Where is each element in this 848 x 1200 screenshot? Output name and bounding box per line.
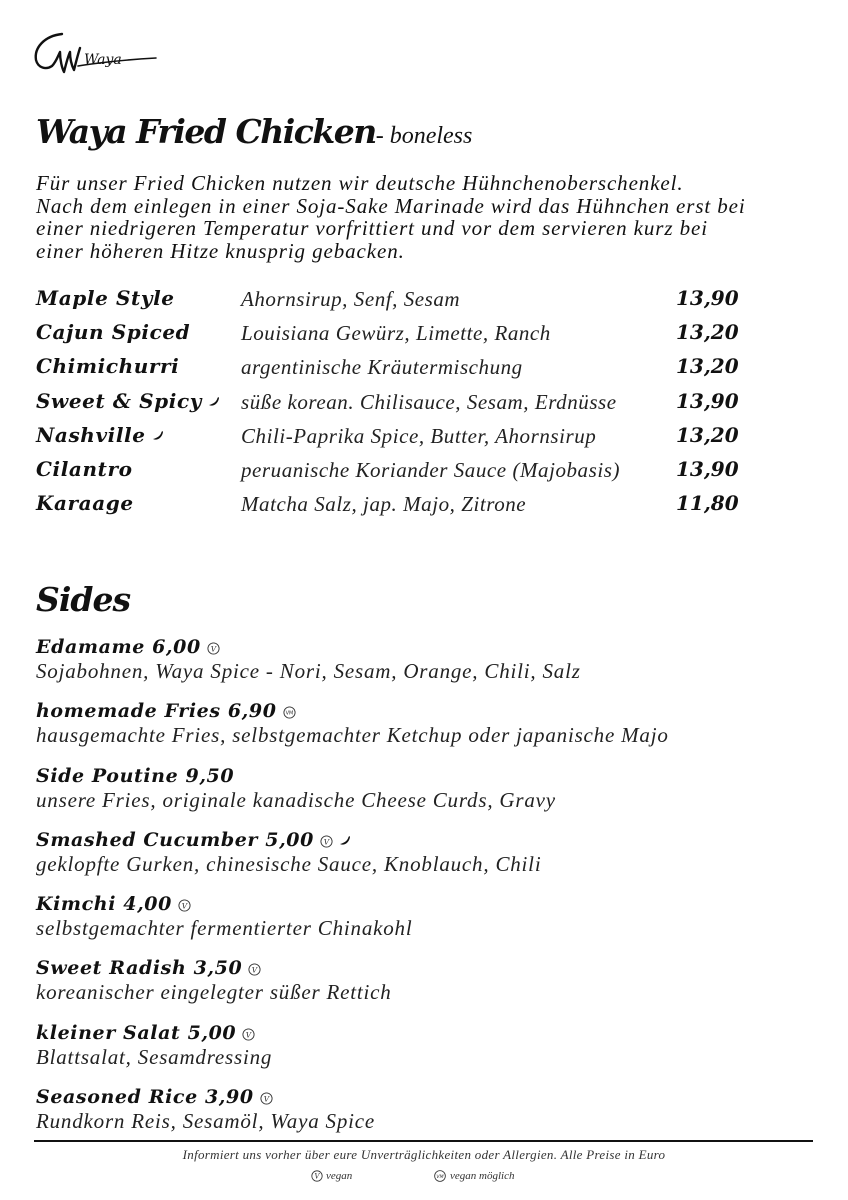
vegan-icon — [248, 963, 261, 976]
menu-item-desc: peruanische Koriander Sauce (Majobasis) — [241, 457, 620, 482]
side-item — [36, 1022, 826, 1086]
waya-logo — [30, 26, 160, 82]
side-item-desc: geklopfte Gurken, chinesische Sauce, Knoblauch, Chili — [36, 851, 542, 876]
chili-pepper-icon — [207, 395, 221, 409]
chicken-menu-list — [36, 286, 776, 525]
menu-item — [36, 354, 776, 388]
side-item — [36, 893, 826, 957]
intro-line: einer niedrigeren Temperatur vorfrittiert und vor dem servieren kurz bei — [36, 216, 708, 240]
allergy-note: Informiert uns vorher über eure Unverträglichkeiten oder Allergien. Alle Preise in Euro — [182, 1147, 666, 1162]
side-item-name: Edamame 6,00 — [36, 636, 201, 658]
side-item-desc: Sojabohnen, Waya Spice - Nori, Sesam, Orange, Chili, Salz — [36, 659, 581, 683]
menu-item — [36, 491, 776, 525]
chicken-title: Waya Fried Chicken — [36, 112, 376, 151]
vegan-icon — [311, 1170, 323, 1182]
menu-item-name-wrap — [36, 389, 221, 413]
menu-item-name-wrap — [36, 423, 165, 447]
menu-item-name: Sweet & Spicy — [36, 388, 202, 413]
chili-pepper-icon — [151, 429, 165, 443]
chicken-intro — [36, 172, 826, 262]
side-item-name: Seasoned Rice 3,90 — [36, 1086, 254, 1109]
menu-item — [36, 320, 776, 354]
svg-text:V: V — [246, 1030, 252, 1040]
side-item — [36, 700, 826, 764]
menu-item-price: 13,20 — [676, 422, 739, 447]
menu-item-name: Chimichurri — [36, 354, 180, 379]
svg-text:V: V — [181, 901, 188, 911]
vegan-icon — [320, 835, 333, 848]
menu-item — [36, 389, 776, 423]
menu-item-desc: argentinische Kräutermischung — [241, 355, 523, 380]
sides-title: Sides — [36, 580, 131, 619]
side-item-desc: Blattsalat, Sesamdressing — [36, 1044, 273, 1069]
menu-item-price: 13,20 — [676, 320, 739, 345]
side-item-name: homemade Fries 6,90 — [36, 700, 277, 723]
vegan-icon — [178, 899, 191, 912]
svg-text:V: V — [252, 965, 258, 975]
menu-item-price: 13,90 — [676, 456, 739, 481]
legend-label: vegan möglich — [450, 1170, 515, 1182]
vegan-icon — [207, 642, 220, 655]
side-item-desc: koreanischer eingelegter süßer Rettich — [36, 980, 392, 1005]
menu-item-price: 13,20 — [676, 354, 739, 379]
side-item-desc: hausgemachte Fries, selbstgemachter Ketchup oder japanische Majo — [36, 723, 669, 748]
menu-item-price: 13,90 — [676, 388, 739, 413]
svg-text:V: V — [323, 837, 330, 847]
intro-line: Für unser Fried Chicken nutzen wir deutsche Hühnchenoberschenkel. — [36, 171, 684, 195]
menu-item-name: Nashville — [36, 422, 146, 447]
svg-text:VM: VM — [285, 710, 293, 717]
side-item-desc: Rundkorn Reis, Sesamöl, Waya Spice — [36, 1109, 376, 1134]
menu-item-name: Cilantro — [36, 456, 133, 481]
intro-line: Nach dem einlegen in einer Soja-Sake Marinade wird das Hühnchen erst bei — [36, 193, 746, 218]
side-item-name: Smashed Cucumber 5,00 — [36, 828, 314, 851]
menu-item-desc: Matcha Salz, jap. Majo, Zitrone — [241, 492, 527, 517]
vegan-possible-icon — [283, 706, 296, 719]
menu-item-desc: Louisiana Gewürz, Limette, Ranch — [241, 321, 551, 346]
menu-item-desc: Chili-Paprika Spice, Butter, Ahornsirup — [241, 423, 597, 448]
menu-item-price: 11,80 — [676, 491, 739, 516]
menu-item-name: Karaage — [36, 491, 134, 516]
menu-item — [36, 457, 776, 491]
menu-item — [36, 286, 776, 320]
side-item — [36, 636, 826, 700]
svg-text:V: V — [210, 644, 216, 654]
chicken-subtitle: - boneless — [375, 123, 473, 149]
side-item-name: Side Poutine 9,50 — [36, 764, 235, 787]
vegan-icon — [242, 1028, 255, 1041]
intro-line: einer höheren Hitze knusprig gebacken. — [36, 238, 405, 263]
menu-item-desc: Ahornsirup, Senf, Sesam — [241, 287, 461, 311]
side-item-name: Sweet Radish 3,50 — [36, 957, 243, 980]
svg-text:V: V — [263, 1094, 269, 1104]
sides-menu-list — [36, 636, 826, 1150]
side-item-name: kleiner Salat 5,00 — [36, 1021, 237, 1044]
legend-vegan-possible — [433, 1170, 514, 1182]
svg-text:VM: VM — [436, 1175, 444, 1181]
vegan-possible-icon — [433, 1170, 447, 1182]
svg-text:Waya: Waya — [84, 52, 122, 68]
chicken-heading — [36, 112, 472, 151]
footer-divider — [34, 1140, 813, 1142]
side-item — [36, 829, 826, 893]
vegan-icon — [260, 1092, 273, 1105]
side-item-desc: unsere Fries, originale kanadische Cheese Curds, Gravy — [36, 787, 556, 812]
menu-item-desc: süße korean. Chilisauce, Sesam, Erdnüsse — [241, 389, 617, 414]
legend-vegan — [311, 1170, 352, 1182]
side-item-desc: selbstgemachter fermentierter Chinakohl — [36, 916, 413, 941]
menu-item-name: Maple Style — [36, 286, 175, 310]
chili-pepper-icon — [338, 834, 352, 848]
menu-item-price: 13,90 — [676, 286, 739, 310]
menu-item-name: Cajun Spiced — [36, 320, 191, 345]
side-item — [36, 957, 826, 1021]
legend-label: vegan — [326, 1170, 353, 1182]
svg-text:V: V — [314, 1173, 320, 1182]
menu-item — [36, 423, 776, 457]
side-item-name: Kimchi 4,00 — [36, 893, 172, 916]
side-item — [36, 765, 826, 829]
